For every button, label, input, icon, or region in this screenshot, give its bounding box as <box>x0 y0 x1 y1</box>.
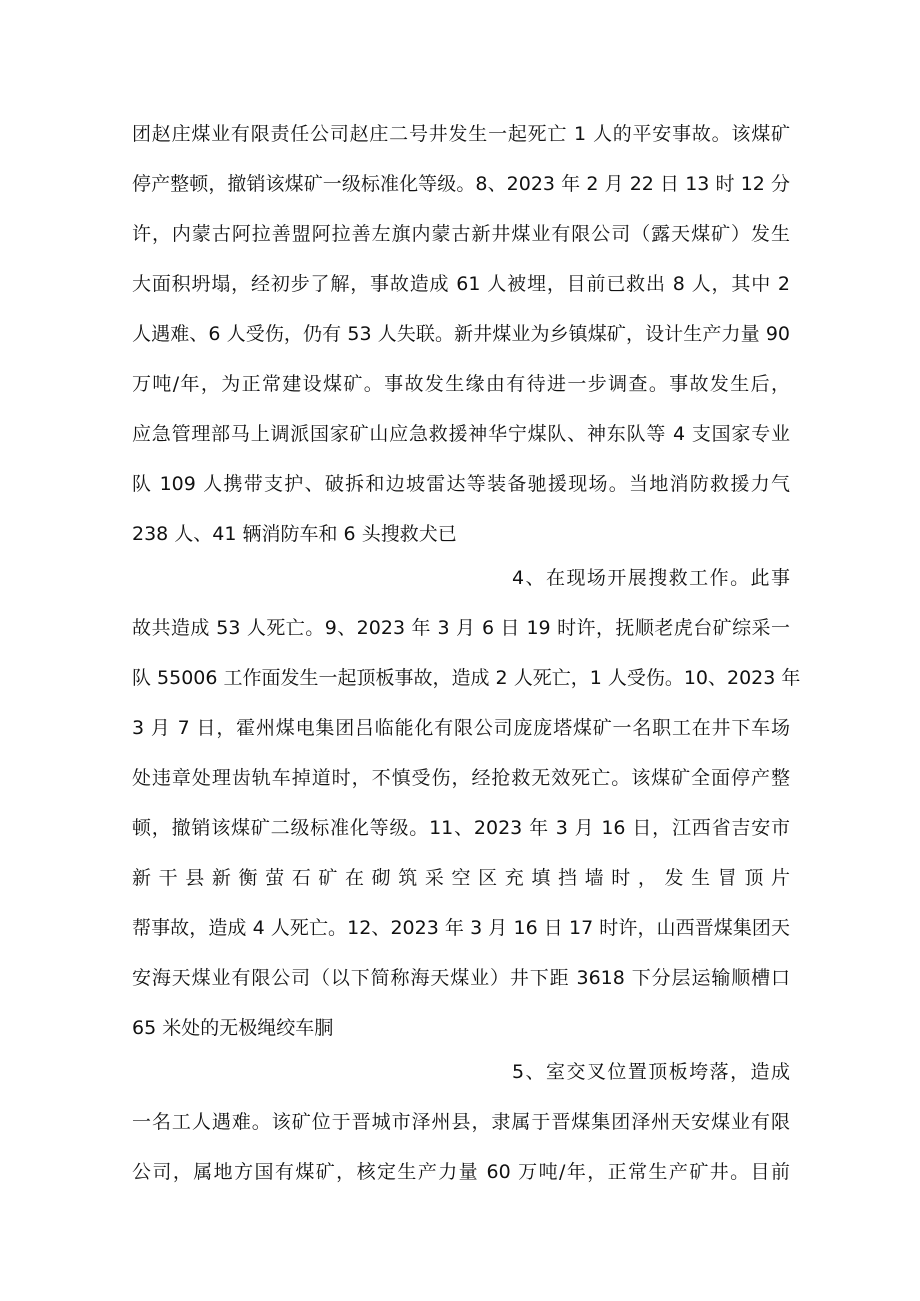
text-line: 故共造成 53 人死亡。9、2023 年 3 月 6 日 19 时许，抚顺老虎台矿综采一 <box>132 617 790 639</box>
text-line: 顿，撤销该煤矿二级标准化等级。11、2023 年 3 月 16 日，江西省吉安市 <box>132 817 790 839</box>
text-line: 65 米处的无极绳绞车胴 <box>132 1017 334 1039</box>
text-line: 帮事故，造成 4 人死亡。12、2023 年 3 月 16 日 17 时许，山西晋煤集团天 <box>132 917 790 939</box>
text-line: 停产整顿，撤销该煤矿一级标准化等级。8、2023 年 2 月 22 日 13 时 12 分 <box>132 173 790 195</box>
text-line: 人遇难、6 人受伤，仍有 53 人失联。新井煤业为乡镇煤矿，设计生产力量 90 <box>132 323 790 345</box>
page-break-line: 4、在现场开展搜救工作。此事 <box>512 567 790 589</box>
text-line: 安海天煤业有限公司（以下简称海天煤业）井下距 3618 下分层运输顺槽口 <box>132 967 790 989</box>
text-line: 大面积坍塌，经初步了解，事故造成 61 人被埋，目前已救出 8 人，其中 2 <box>132 273 790 295</box>
text-line: 万吨/年，为正常建设煤矿。事故发生缘由有待进一步调查。事故发生后， <box>132 373 790 395</box>
text-line: 一名工人遇难。该矿位于晋城市泽州县，隶属于晋煤集团泽州天安煤业有限 <box>132 1111 790 1133</box>
text-line: 处违章处理齿轨车掉道时，不慎受伤，经抢救无效死亡。该煤矿全面停产整 <box>132 767 790 789</box>
text-line: 许，内蒙古阿拉善盟阿拉善左旗内蒙古新井煤业有限公司（露天煤矿）发生 <box>132 223 790 245</box>
text-line: 队 109 人携带支护、破拆和边坡雷达等装备驰援现场。当地消防救援力气 <box>132 473 790 495</box>
text-line: 新干县新衡萤石矿在砌筑采空区充填挡墙时，发生冒顶片 <box>132 867 790 889</box>
text-line: 公司，属地方国有煤矿，核定生产力量 60 万吨/年，正常生产矿井。目前 <box>132 1161 790 1183</box>
text-line: 3 月 7 日，霍州煤电集团吕临能化有限公司庞庞塔煤矿一名职工在井下车场 <box>132 717 790 739</box>
text-line: 应急管理部马上调派国家矿山应急救援神华宁煤队、神东队等 4 支国家专业 <box>132 423 790 445</box>
page-break-line: 5、室交叉位置顶板垮落，造成 <box>512 1061 790 1083</box>
text-line: 团赵庄煤业有限责任公司赵庄二号井发生一起死亡 1 人的平安事故。该煤矿 <box>132 123 790 145</box>
text-line: 238 人、41 辆消防车和 6 头搜救犬已 <box>132 523 457 545</box>
text-line: 队 55006 工作面发生一起顶板事故，造成 2 人死亡，1 人受伤。10、2023 年 <box>132 667 801 689</box>
